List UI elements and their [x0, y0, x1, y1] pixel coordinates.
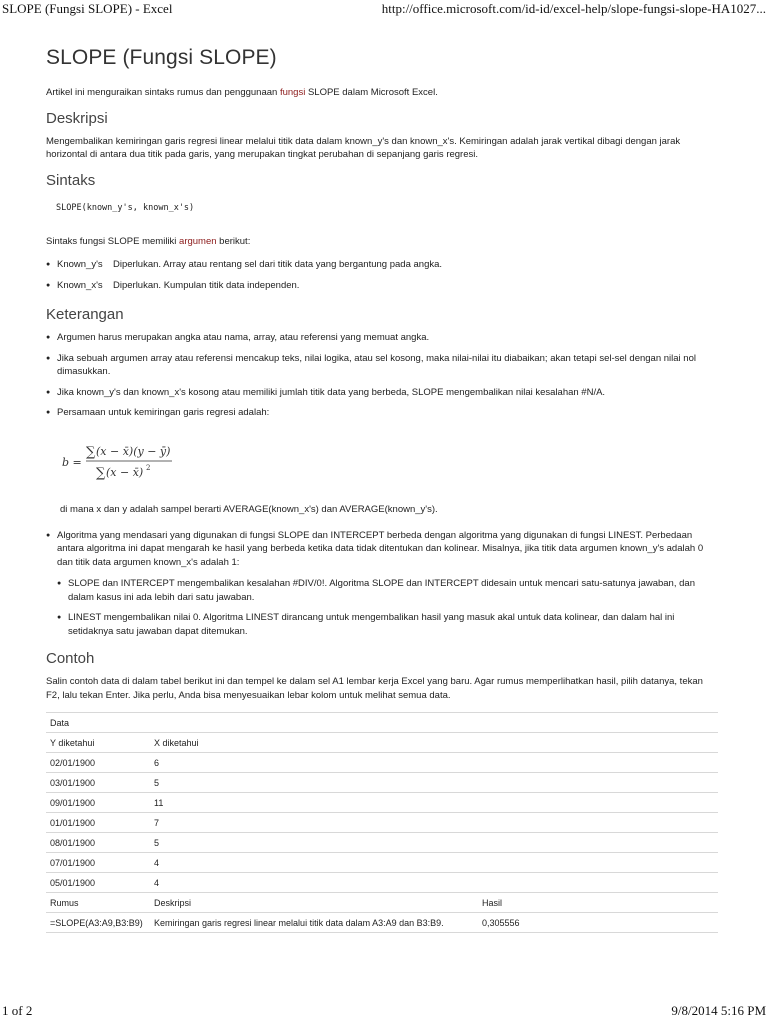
argument-name: Known_x's: [57, 279, 103, 291]
list-item: [46, 529, 716, 639]
known-y-cell: 08/01/1900: [46, 833, 150, 853]
syntax-code: SLOPE(known_y's, known_x's): [56, 202, 195, 213]
syntax-heading: Sintaks: [46, 171, 96, 189]
table-row: [46, 773, 718, 793]
known-y-cell: 02/01/1900: [46, 753, 150, 773]
known-y-cell: 05/01/1900: [46, 873, 150, 893]
table-row: [46, 793, 718, 813]
known-x-cell: 4: [150, 853, 478, 873]
list-item: ● Argumen harus merupakan angka atau nama, array, atau referensi yang memuat angka.: [46, 331, 716, 345]
argument-desc: Diperlukan. Array atau rentang sel dari titik data yang bergantung pada angka.: [113, 259, 443, 270]
algorithm-list: [46, 529, 716, 639]
formula-header-row: [46, 893, 718, 913]
algorithm-note: Algoritma yang mendasari yang digunakan di fungsi SLOPE dan INTERCEPT berbeda dengan algoritma yang digunakan di fungsi LINEST. Perbedaan antara algoritma ini dapat mengarah ke hasil yang berbeda ketika data tidak ditentukan dan kolinear. Misalnya, jika titik data argumen known_y's adalah 0 dan titik data argumen known_x's adalah 1:: [57, 529, 704, 568]
known-y-cell: 09/01/1900: [46, 793, 150, 813]
svg-text:(x − x̄)(y − ȳ): (x − x̄)(y − ȳ): [96, 444, 171, 458]
column-header-y: Y diketahui: [46, 733, 150, 753]
header-hasil: Hasil: [478, 893, 718, 913]
description-heading: Deskripsi: [46, 109, 108, 127]
arguments-list: [46, 258, 716, 292]
column-header-x: X diketahui: [150, 733, 478, 753]
formula-row: [46, 913, 718, 933]
formula-cell: =SLOPE(A3:A9,B3:B9): [46, 913, 150, 933]
header-rumus: Rumus: [46, 893, 150, 913]
print-header: [0, 0, 768, 18]
table-title-row: [46, 713, 718, 733]
formula-result-cell: 0,305556: [478, 913, 718, 933]
arguments-intro: Sintaks fungsi SLOPE memiliki argumen berikut:: [46, 235, 251, 247]
print-header-url[interactable]: http://office.microsoft.com/id-id/excel-help/slope-fungsi-slope-HA1027...: [381, 1, 766, 16]
table-header-row: [46, 733, 718, 753]
known-x-cell: 7: [150, 813, 478, 833]
table-row: [46, 833, 718, 853]
known-x-cell: 11: [150, 793, 478, 813]
known-x-cell: 5: [150, 773, 478, 793]
example-data-table: [46, 712, 718, 933]
svg-text:b =: b =: [62, 455, 82, 469]
svg-text:(x − x̄): (x − x̄): [106, 465, 144, 479]
print-timestamp: 9/8/2014 5:16 PM: [671, 1003, 766, 1018]
intro-paragraph: Artikel ini menguraikan sintaks rumus dan penggunaan fungsi SLOPE dalam Microsoft Excel.: [46, 87, 438, 98]
argument-name: Known_y's: [57, 259, 103, 270]
notes-heading: Keterangan: [46, 306, 124, 323]
list-item: [46, 279, 716, 293]
fungsi-link[interactable]: fungsi: [279, 87, 306, 98]
notes-list: [46, 331, 716, 420]
example-paragraph: Salin contoh data di dalam tabel berikut ini dan tempel ke dalam sel A1 lembar kerja Excel yang baru. Agar rumus memperlihatkan hasil, pilih datanya, tekan F2, lalu tekan Enter. Jika perlu, Anda bisa menyesuaikan lebar kolom untuk melihat semua data.: [46, 676, 703, 701]
print-footer: [0, 1002, 768, 1020]
table-row: [46, 753, 718, 773]
known-x-cell: 4: [150, 873, 478, 893]
list-item: ● SLOPE dan INTERCEPT mengembalikan kesalahan #DIV/0!. Algoritma SLOPE dan INTERCEPT didesain untuk mencari satu-satunya jawaban, dan dalam kasus ini ada lebih dari satu jawaban.: [57, 577, 716, 604]
table-row: [46, 853, 718, 873]
svg-text:2: 2: [146, 463, 151, 472]
list-item: [46, 258, 716, 272]
header-deskripsi: Deskripsi: [150, 893, 478, 913]
table-title: Data: [46, 713, 150, 733]
page-title: SLOPE (Fungsi SLOPE): [46, 46, 277, 69]
svg-text:∑: ∑: [96, 465, 106, 481]
list-item: ● Jika known_y's dan known_x's kosong atau memiliki jumlah titik data yang berbeda, SLOPE mengembalikan nilai kesalahan #N/A.: [46, 386, 716, 400]
page-number: 1 of 2: [2, 1003, 33, 1018]
list-item: ● Persamaan untuk kemiringan garis regresi adalah:: [46, 406, 716, 420]
table-row: [46, 873, 718, 893]
list-item: ● LINEST mengembalikan nilai 0. Algoritma LINEST dirancang untuk mengembalikan hasil yang masuk akal untuk data kolinear, dan dalam hal ini setidaknya satu jawaban dapat ditemukan.: [57, 611, 716, 638]
list-item: ● Jika sebuah argumen array atau referensi mencakup teks, nilai logika, atau sel kosong, maka nilai-nilai itu diabaikan; akan tetapi sel-sel dengan nilai nol dimasukkan.: [46, 352, 716, 379]
known-y-cell: 07/01/1900: [46, 853, 150, 873]
known-y-cell: 01/01/1900: [46, 813, 150, 833]
algorithm-sublist: [57, 577, 716, 638]
article-content: [46, 40, 716, 933]
svg-text:∑: ∑: [86, 444, 96, 460]
formula-description-cell: Kemiringan garis regresi linear melalui titik data dalam A3:A9 dan B3:B9.: [150, 913, 478, 933]
argumen-link[interactable]: argumen: [179, 235, 217, 247]
print-header-title: SLOPE (Fungsi SLOPE) - Excel: [2, 1, 173, 16]
slope-formula-image: [60, 437, 260, 489]
description-paragraph: Mengembalikan kemiringan garis regresi linear melalui titik data dalam known_y's dan known_x's. Kemiringan adalah jarak vertikal dibagi dengan jarak horizontal di antara dua titik pada garis, yang merupakan tingkat perubahan di sepanjang garis regresi.: [46, 135, 681, 160]
known-x-cell: 6: [150, 753, 478, 773]
known-x-cell: 5: [150, 833, 478, 853]
known-y-cell: 03/01/1900: [46, 773, 150, 793]
example-heading: Contoh: [46, 650, 95, 667]
argument-desc: Diperlukan. Kumpulan titik data independen.: [113, 279, 300, 291]
formula-note: di mana x dan y adalah sampel berarti AVERAGE(known_x's) dan AVERAGE(known_y's).: [60, 503, 438, 515]
table-row: [46, 813, 718, 833]
